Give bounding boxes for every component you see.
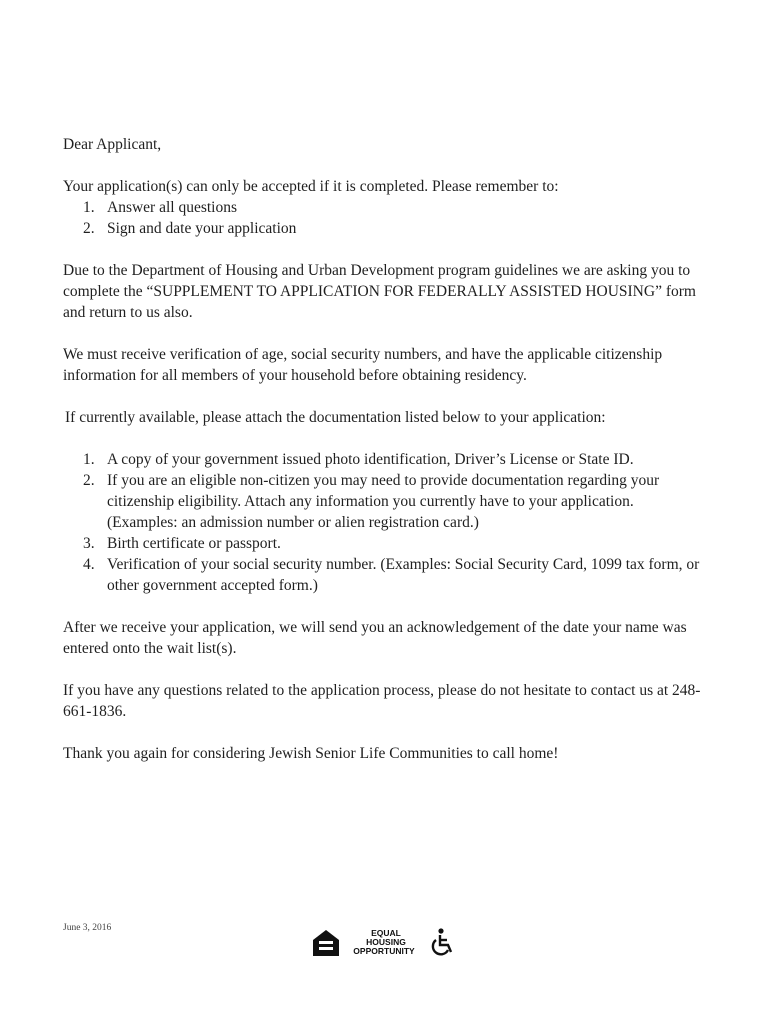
intro-paragraph: Your application(s) can only be accepted if it is completed. Please remember to: bbox=[63, 178, 559, 195]
list-item-text: Sign and date your application bbox=[107, 220, 297, 237]
logo-line-housing: HOUSING bbox=[366, 937, 406, 947]
documentation-list bbox=[63, 449, 703, 596]
equal-housing-house-icon bbox=[313, 930, 339, 956]
list-item-number: 2. bbox=[83, 220, 95, 237]
list-item bbox=[63, 533, 703, 554]
list-item bbox=[63, 449, 703, 470]
list-item-text: Verification of your social security number. (Examples: Social Security Card, 1099 tax form, or other government accepted form.) bbox=[107, 556, 700, 594]
logo-line-opportunity: OPPORTUNITY bbox=[353, 946, 415, 956]
list-item-number: 2. bbox=[83, 472, 95, 489]
list-item-number: 3. bbox=[83, 535, 95, 552]
reminder-list bbox=[63, 197, 703, 239]
salutation: Dear Applicant, bbox=[63, 136, 162, 153]
closing-paragraph: Thank you again for considering Jewish Senior Life Communities to call home! bbox=[63, 745, 559, 762]
list-item-text: A copy of your government issued photo identification, Driver’s License or State ID. bbox=[107, 451, 634, 468]
list-item-number: 4. bbox=[83, 556, 95, 573]
wheelchair-icon bbox=[433, 928, 451, 954]
list-item bbox=[63, 218, 703, 239]
list-item bbox=[63, 470, 703, 533]
acknowledgement-paragraph: After we receive your application, we will send you an acknowledgement of the date your name was entered onto the wait list(s). bbox=[63, 619, 687, 657]
list-item bbox=[63, 197, 703, 218]
list-item-number: 1. bbox=[83, 199, 95, 216]
letter-body bbox=[63, 134, 703, 785]
footer-date: June 3, 2016 bbox=[63, 923, 112, 933]
contact-paragraph: If you have any questions related to the application process, please do not hesitate to contact us at 248-661-1836. bbox=[63, 682, 701, 720]
logo-line-equal: EQUAL bbox=[371, 928, 401, 938]
verification-paragraph: We must receive verification of age, social security numbers, and have the applicable citizenship information for all members of your household before obtaining residency. bbox=[63, 346, 663, 384]
list-item-text: If you are an eligible non-citizen you may need to provide documentation regarding your citizenship eligibility. Attach any information you currently have to your application. (Examples: an admission number or alien registration card.) bbox=[107, 472, 660, 531]
equal-housing-opportunity-logo bbox=[311, 926, 459, 960]
list-item bbox=[63, 554, 703, 596]
list-item-text: Answer all questions bbox=[107, 199, 238, 216]
documentation-intro: If currently available, please attach the documentation listed below to your application: bbox=[65, 409, 606, 426]
hud-paragraph: Due to the Department of Housing and Urban Development program guidelines we are asking you to complete the “SUPPLEMENT TO APPLICATION FOR FEDERALLY ASSISTED HOUSING” form and return to us also. bbox=[63, 262, 696, 321]
list-item-text: Birth certificate or passport. bbox=[107, 535, 281, 552]
list-item-number: 1. bbox=[83, 451, 95, 468]
